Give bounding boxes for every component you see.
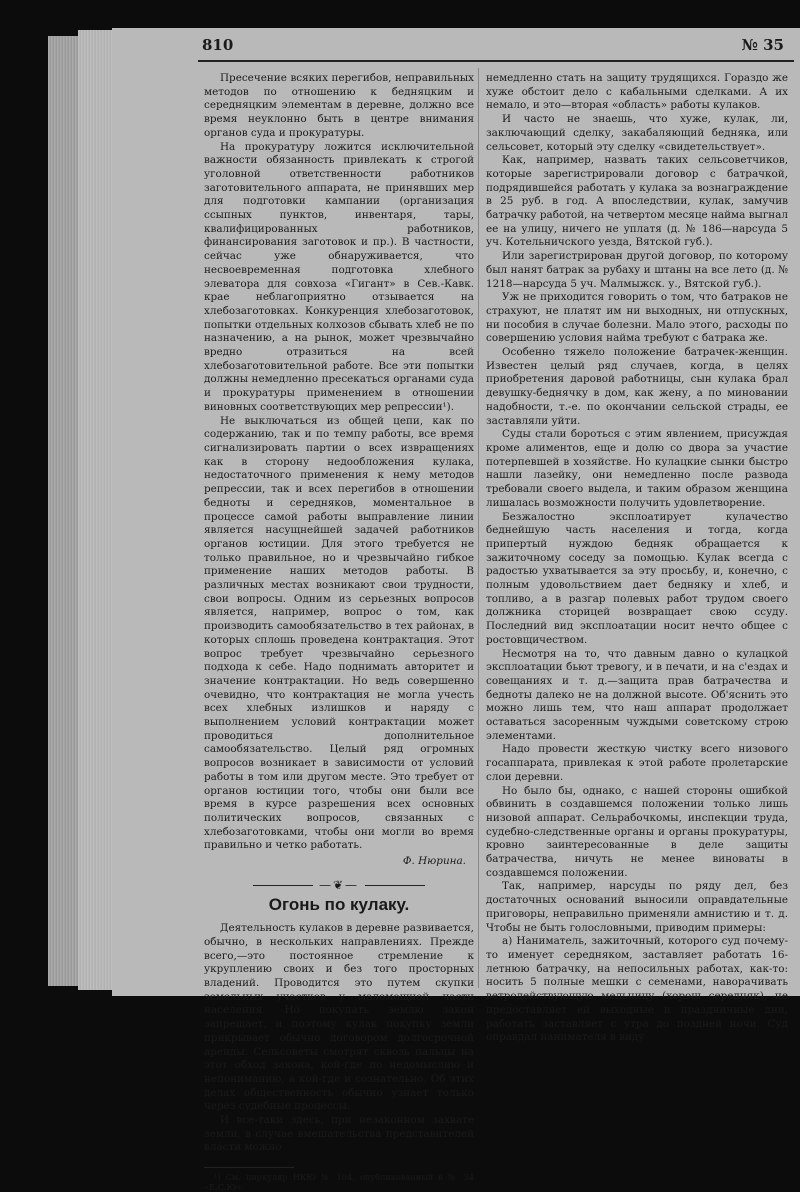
paragraph: Но было бы, однако, с нашей стороны ошибкой обвинить в создавшемся положении только лишь низовой аппарат. Сельрабочкомы, инспекции труда, судебно-следственные органы и органы прокуратуры, кровно заинтересованные в деле защиты батрачества, ничуть не менее виноваты в создавшемся положении. xyxy=(486,784,788,879)
ornament-glyph: —❦— xyxy=(318,877,360,892)
footnote: ¹) См. циркуляр НКЮ № 104, опубликованный в № 34 «Е.С.Ю». xyxy=(204,1172,474,1192)
paragraph: а) Наниматель, зажиточный, которого суд почему-то именует середняком, заставляет работать 16-летнюю батрачку, на непосильных работах, как-то: носить 5 полные мешки с семенами, наворачивать ветродействующую мельницу (хорош середняк), не предоставляет ей выходные и праздничные дни, работать заставляет с утра до поздней ночи. Суд оправдал нанимателя в виду xyxy=(486,935,788,1044)
paragraph: немедленно стать на защиту трудящихся. Гораздо же хуже обстоит дело с кабальными сделками. А их немало, и это—вторая «область» работы кулаков. xyxy=(486,72,788,112)
paragraph: Пресечение всяких перегибов, неправильных методов по отношению к бедняцким и середняцким элементам в деревне, должно все время неуклонно быть в центре внимания органов суда и прокуратуры. xyxy=(204,72,474,139)
paragraph: И все-таки здесь, при незаконном захвате земли, в случае вмешательства представителей власти можно xyxy=(204,1114,474,1154)
right-column xyxy=(486,72,788,1045)
header-rule xyxy=(198,60,794,62)
paragraph: Надо провести жесткую чистку всего низового госаппарата, привлекая к этой работе пролетарские слои деревни. xyxy=(486,743,788,783)
footnote-rule xyxy=(204,1167,294,1168)
paragraph: На прокуратуру ложится исключительной важности обязанность привлекать к строгой уголовной ответственности работников заготовительного аппарата, не принявших мер для подготовки кампании (организация ссыпных пунктов, инвентаря, тары, квалифицированных работников, финансирования заготовок и пр.). В частности, сейчас уже обнаруживается, что несвоевременная подготовка хлебного элеватора для совхоза «Гигант» в Сев.-Кавк. крае неблагоприятно отзывается на хлебозаготовках. Конкуренция хлебозаготовок, попытки отдельных колхозов сбывать хлеб не по назначению, а на рынок, может чрезвычайно вредно отразиться на всей хлебозаготовительной работе. Все эти попытки должны немедленно пресекаться органами суда и прокуратуры применением в отношении виновных соответствующих мер репрессии¹). xyxy=(204,140,474,413)
ornament-line-left xyxy=(253,885,313,886)
paragraph: Суды стали бороться с этим явлением, присуждая кроме алиментов, еще и долю со двора за участие потерпевшей в хозяйстве. Но кулацкие сынки быстро нашли лазейку, они немедленно после развода требовали своего выдела, и таким образом женщина лишалась возможности получить удовлетворение. xyxy=(486,428,788,509)
article-title: Огонь по кулаку. xyxy=(268,895,410,915)
paragraph: Так, например, нарсуды по ряду дел, без достаточных оснований выносили оправдательные приговоры, неправильно применяли амнистию и т. д. Чтобы не быть голословными, приводим примеры: xyxy=(486,880,788,934)
page-number: 810 xyxy=(202,36,234,54)
author-signature: Ф. Нюрина. xyxy=(402,855,466,868)
paragraph: Не выключаться из общей цепи, как по содержанию, так и по темпу работы, все время сигнализировать партии о всех извращениях как в сторону недообложения кулака, недостаточного применения к нему методов репрессии, так и всех перегибов в отношении бедноты и середняков, моментальное в процессе самой работы выправление линии является насущнейшей задачей работников органов юстиции. Для этого требуется не только правильное, но и чрезвычайно гибкое применение наших методов работы. В различных местах возникают свои трудности, свои вопросы. Одним из серьезных вопросов является, например, вопрос о том, как производить самообязательство в тех районах, в которых сплошь проведена контрактация. Этот вопрос требует чрезвычайно серьезного подхода к себе. Надо поднимать авторитет и значение контрактации. Но ведь совершенно очевидно, что контрактация не могла учесть всех хлебных излишков и наряду с выполнением условий контрактации может проводиться дополнительное самообязательство. Целый ряд огромных вопросов возникает в зависимости от условий работы в том или другом месте. Это требует от органов юстиции того, чтобы они были все время в курсе разрешения всех основных политических вопросов, связанных с хлебозаготовками, чтобы они могли во время правильно и четко работать. xyxy=(204,414,474,852)
section-ornament xyxy=(204,879,474,893)
paragraph: Как, например, назвать таких сельсоветчиков, которые зарегистрировали договор с батрачкой, подрядившейся работать у кулака за вознаграждение в 25 руб. в год. А впоследствии, кулак, замучив батрачку работой, на четвертом месяце найма выгнал ее на улицу, ничего не уплатя (д. № 186—нарсуда 5 уч. Котельничского уезда, Вятской губ.). xyxy=(486,154,788,249)
paragraph: Безжалостно эксплоатирует кулачество беднейшую часть населения и тогда, когда припертый нуждою бедняк обращается к зажиточному соседу за помощью. Кулак всегда с радостью ухватывается за эту просьбу, и, конечно, с полным удовольствием дает бедняку и хлеб, и топливо, а в разгар полевых работ трудом своего должника сторицей возвращает свою ссуду. Последний вид эксплоатации носит нечто общее с ростовщичеством. xyxy=(486,510,788,646)
paragraph: Или зарегистрирован другой договор, по которому был нанят батрак за рубаху и штаны на все лето (д. № 1218—нарсуда 5 уч. Малмыжск. у., Вятской губ.). xyxy=(486,250,788,290)
book-page-edges-left xyxy=(48,36,78,986)
paragraph: Деятельность кулаков в деревне развивается, обычно, в нескольких направлениях. Прежде всего,—это постоянное стремление к укруплению своих и без того просторных владений. Проводится это путем скупки земельных участков у маломощной части населения. Но покупать землю закон запрещает, и поэтому кулак покупку земли прикрывает обычно договором долгосрочной аренды. Сельсоветы смотрят сквозь пальцы на этот обход закона, кой-где по недомыслию и непониманию, а кой-где и сознательно. Об этих делах общественность обычно узнает только через судебные процессы. xyxy=(204,922,474,1113)
issue-number: № 35 xyxy=(741,36,784,54)
journal-page xyxy=(112,28,800,1192)
left-column xyxy=(204,72,474,1192)
book-page-edges xyxy=(78,30,116,990)
paragraph: Уж не приходится говорить о том, что батраков не страхуют, не платят им ни выходных, ни отпускных, ни пособия в случае болезни. Мало этого, расходы по совершению условия найма требуют с батрака же. xyxy=(486,291,788,345)
column-divider xyxy=(478,68,479,988)
paragraph: И часто не знаешь, что хуже, кулак, ли, заключающий сделку, закабаляющий бедняка, или сельсовет, который эту сделку «свидетельствует». xyxy=(486,113,788,153)
ornament-line-right xyxy=(365,885,425,886)
paragraph: Несмотря на то, что давным давно о кулацкой эксплоатации бьют тревогу, и в печати, и на с'ездах и совещаниях и т. д.—защита прав батрачества и бедноты далеко не на должной высоте. Об'яснить это можно лишь тем, что наш аппарат продолжает оставаться засоренным чуждыми советскому строю элементами. xyxy=(486,647,788,742)
paragraph: Особенно тяжело положение батрачек-женщин. Известен целый ряд случаев, когда, в целях приобретения даровой работницы, сын кулака брал девушку-беднячку в дом, как жену, а по миновании надобности, т.-е. по окончании сельской страды, ее заставляли уйти. xyxy=(486,346,788,427)
